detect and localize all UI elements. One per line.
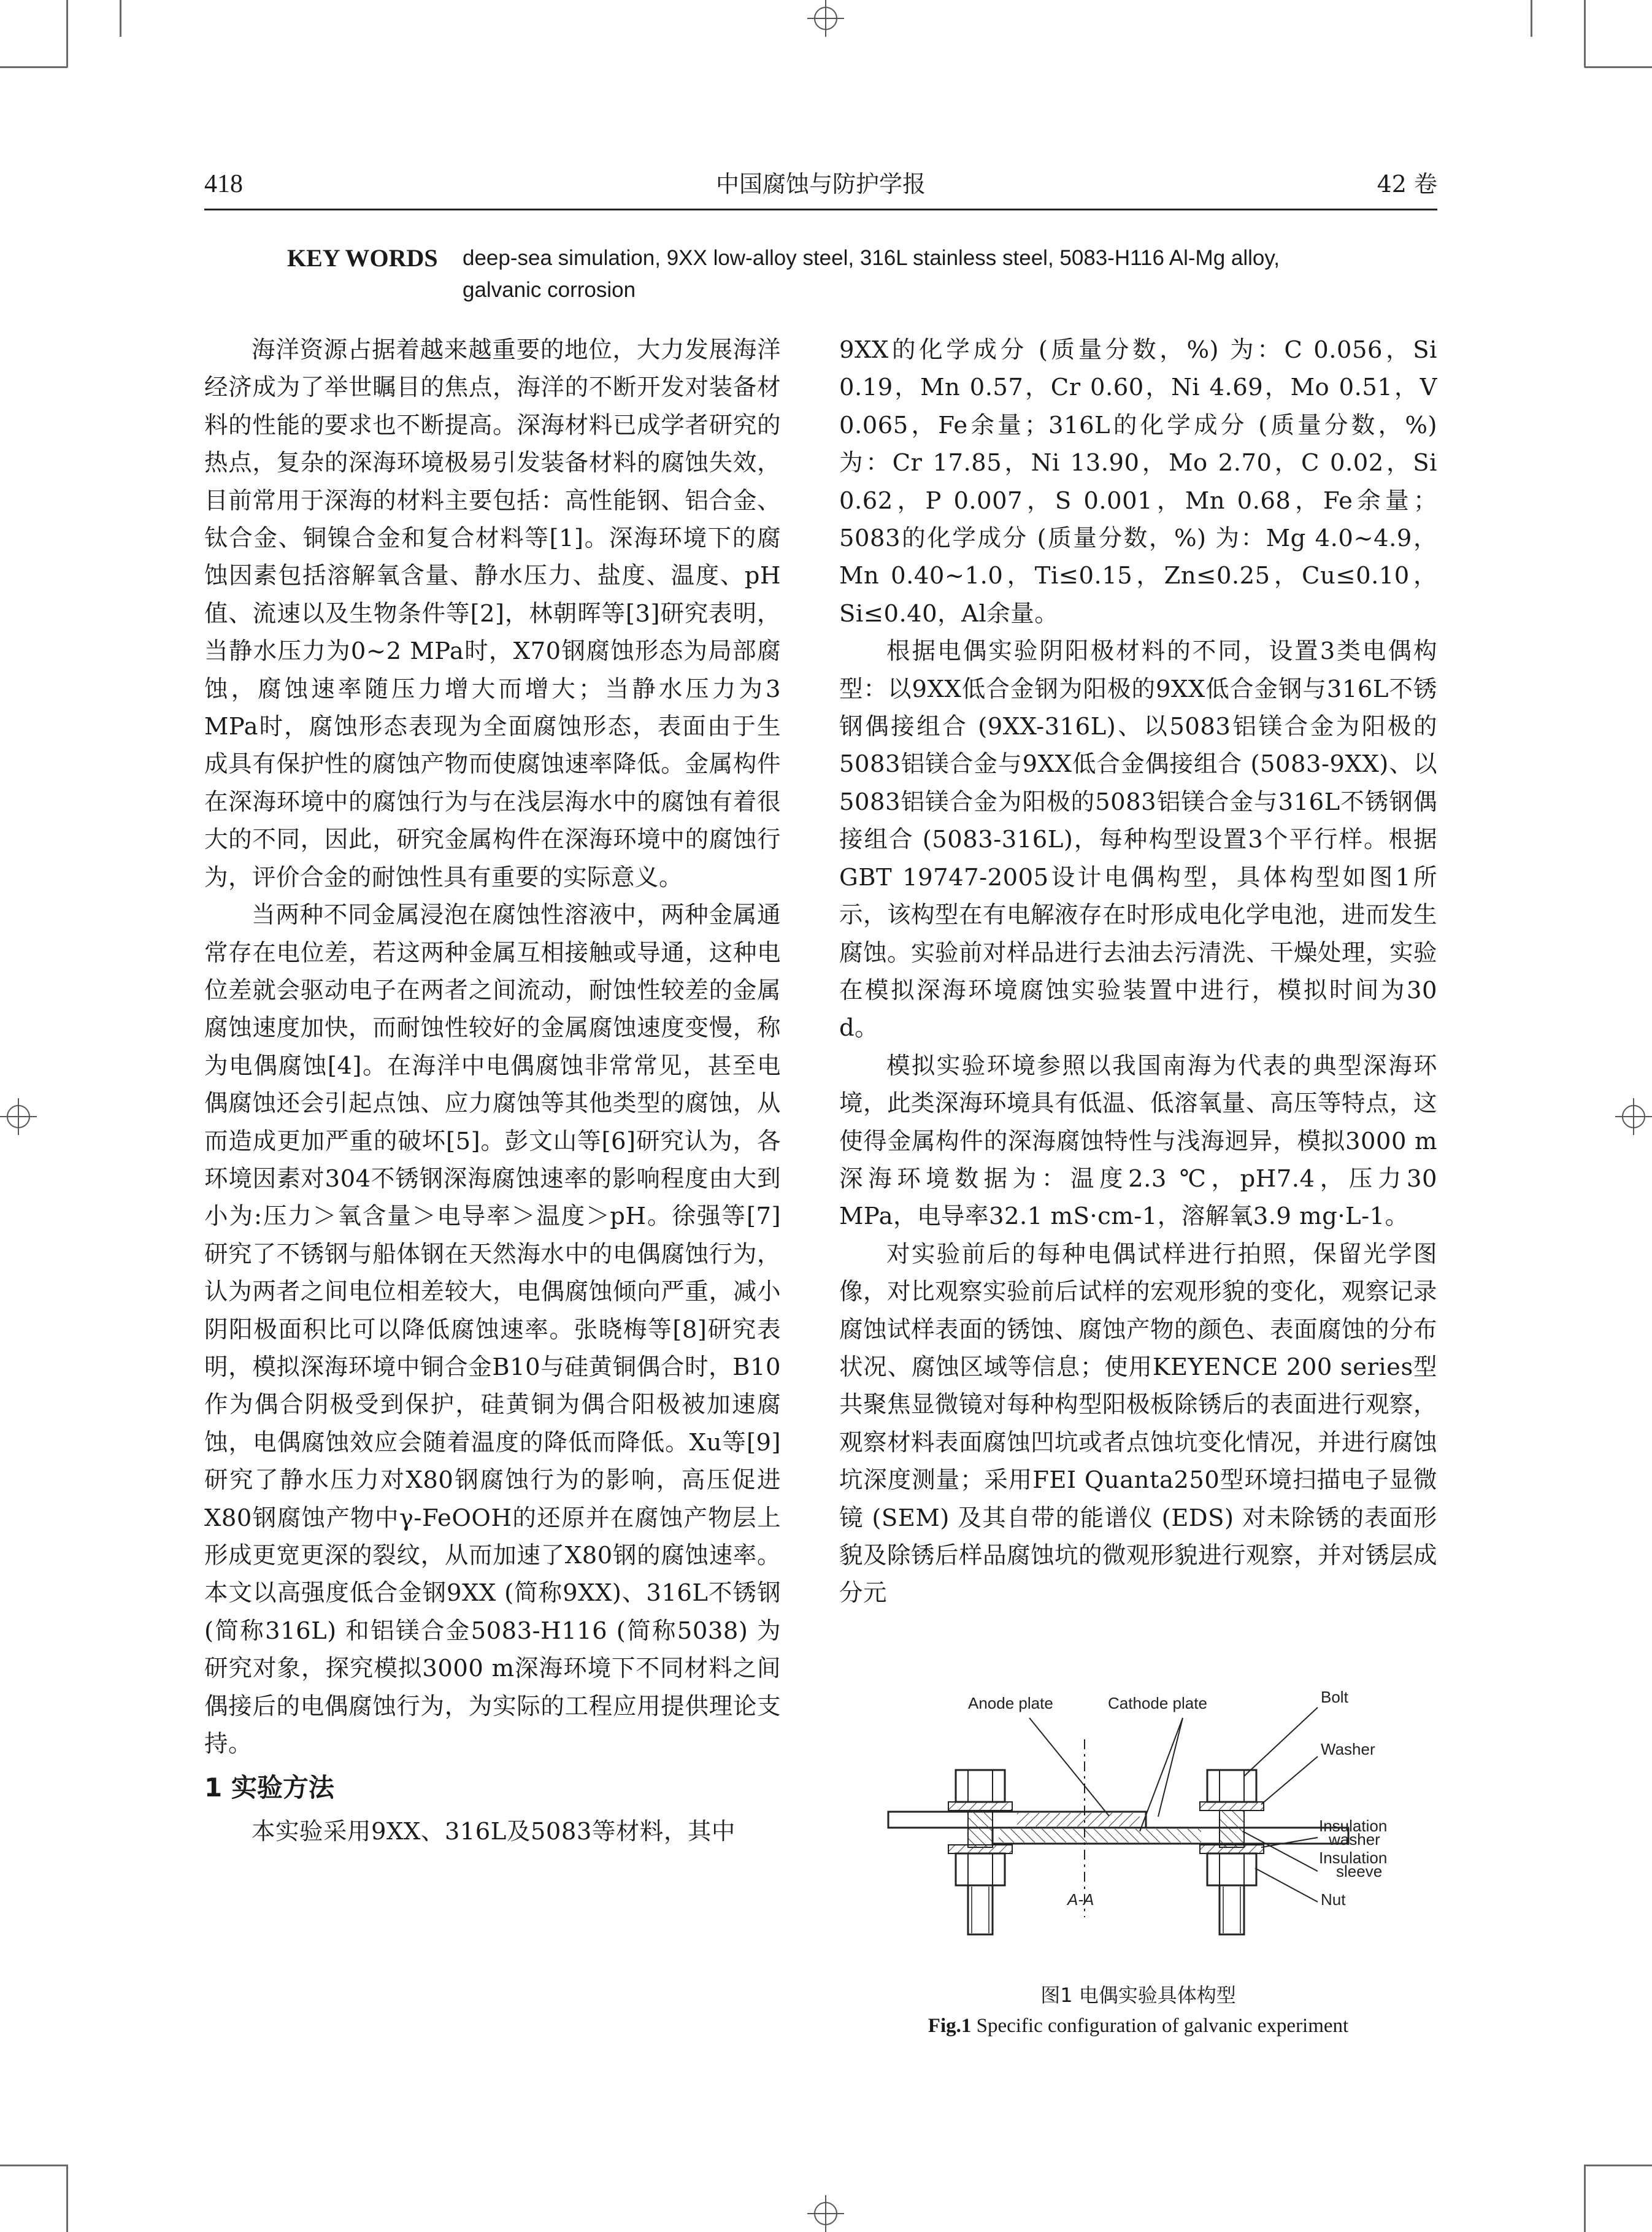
right-column xyxy=(839,331,1437,1612)
keywords-label: KEY WORDS xyxy=(287,244,438,272)
figure-1 xyxy=(839,1684,1437,2077)
registration-mark-right xyxy=(1615,1098,1652,1135)
label-bolt: Bolt xyxy=(1321,1688,1348,1706)
figure-caption-label: Fig.1 xyxy=(928,2015,972,2037)
crop-mark-bottom-right-h xyxy=(1585,2165,1652,2166)
registration-mark-top xyxy=(807,0,844,37)
label-cathode-plate: Cathode plate xyxy=(1108,1694,1207,1712)
label-insulation-sleeve-1: Insulation xyxy=(1319,1849,1388,1867)
crop-mark-top-right-v xyxy=(1584,0,1586,67)
journal-title: 中国腐蚀与防护学报 xyxy=(715,171,926,198)
running-header xyxy=(204,167,1437,201)
label-insulation-washer-1: Insulation xyxy=(1319,1817,1388,1835)
left-bolt-assembly xyxy=(948,1770,1012,1934)
page-number: 418 xyxy=(204,170,243,198)
label-section-aa: A-A xyxy=(1067,1890,1094,1909)
crop-mark-top-left-v xyxy=(66,0,68,67)
registration-mark-bottom xyxy=(807,2195,844,2232)
body-paragraph: 9XX的化学成分 (质量分数，%) 为：C 0.056，Si 0.19，Mn 0.57，Cr 0.60，Ni 4.69，Mo 0.51，V 0.065，Fe余量；316L的化学成分 (质量分数，%) 为：Cr 17.85，Ni 13.90，Mo 2.70，C 0.02，Si 0.62，P 0.007，S 0.001，Mn 0.68，Fe余量；5083的化学成分 (质量分数，%) 为：Mg 4.0~4.9，Mn 0.40~1.0，Ti≤0.15，Zn≤0.25，Cu≤0.10，Si≤0.40，Al余量。 xyxy=(839,336,1437,628)
body-paragraph: 海洋资源占据着越来越重要的地位，大力发展海洋经济成为了举世瞩目的焦点，海洋的不断开发对装备材料的性能的要求也不断提高。深海材料已成学者研究的热点，复杂的深海环境极易引发装备材料的腐蚀失效，目前常用于深海的材料主要包括：高性能钢、铝合金、钛合金、铜镍合金和复合材料等[1]。深海环境下的腐蚀因素包括溶解氧含量、静水压力、盐度、温度、pH值、流速以及生物条件等[2]，林朝晖等[3]研究表明，当静水压力为0~2 MPa时，X70钢腐蚀形态为局部腐蚀，腐蚀速率随压力增大而增大；当静水压力为3 MPa时，腐蚀形态表现为全面腐蚀形态，表面由于生成具有保护性的腐蚀产物而使腐蚀速率降低。金属构件在深海环境中的腐蚀行为与在浅层海水中的腐蚀有着很大的不同，因此，研究金属构件在深海环境中的腐蚀行为，评价合金的耐蚀性具有重要的实际意义。 xyxy=(204,336,781,891)
galvanic-configuration-diagram xyxy=(876,1684,1404,1972)
label-washer: Washer xyxy=(1321,1740,1375,1758)
crop-mark-bottom-right-v xyxy=(1584,2165,1586,2232)
crop-mark-top-left-inner xyxy=(120,0,121,37)
label-nut: Nut xyxy=(1321,1890,1346,1909)
right-bolt-assembly xyxy=(1200,1770,1264,1934)
label-insulation-sleeve-2: sleeve xyxy=(1336,1862,1383,1880)
section-heading: 1 实验方法 xyxy=(204,1772,334,1803)
crop-mark-top-right-inner xyxy=(1531,0,1532,37)
label-insulation-washer-2: washer xyxy=(1329,1830,1380,1849)
body-paragraph: 当两种不同金属浸泡在腐蚀性溶液中，两种金属通常存在电位差，若这两种金属互相接触或导通，这种电位差就会驱动电子在两者之间流动，耐蚀性较差的金属腐蚀速度加快，而耐蚀性较好的金属腐蚀速度变慢，称为电偶腐蚀[4]。在海洋中电偶腐蚀非常常见，甚至电偶腐蚀还会引起点蚀、应力腐蚀等其他类型的腐蚀，从而造成更加严重的破坏[5]。彭文山等[6]研究认为，各环境因素对304不锈钢深海腐蚀速率的影响程度由大到小为:压力＞氧含量＞电导率＞温度＞pH。徐强等[7]研究了不锈钢与船体钢在天然海水中的电偶腐蚀行为，认为两者之间电位相差较大，电偶腐蚀倾向严重，减小阴阳极面积比可以降低腐蚀速率。张晓梅等[8]研究表明，模拟深海环境中铜合金B10与硅黄铜偶合时，B10作为偶合阴极受到保护，硅黄铜为偶合阳极被加速腐蚀，电偶腐蚀效应会随着温度的降低而降低。Xu等[9]研究了静水压力对X80钢腐蚀行为的影响，高压促进X80钢腐蚀产物中γ-FeOOH的还原并在腐蚀产物层上形成更宽更深的裂纹，从而加速了X80钢的腐蚀速率。本文以高强度低合金钢9XX (简称9XX)、316L不锈钢 (简称316L) 和铝镁合金5083-H116 (简称5038) 为研究对象，探究模拟3000 m深海环境下不同材料之间偶接后的电偶腐蚀行为，为实际的工程应用提供理论支持。 xyxy=(204,901,781,1758)
body-paragraph: 本实验采用9XX、316L及5083等材料，其中 xyxy=(252,1818,736,1846)
registration-mark-left xyxy=(0,1098,37,1135)
header-rule xyxy=(204,209,1437,210)
crop-mark-bottom-left-h xyxy=(0,2165,67,2166)
body-paragraph: 模拟实验环境参照以我国南海为代表的典型深海环境，此类深海环境具有低温、低溶氧量、高压等特点，这使得金属构件的深海腐蚀特性与浅海迥异，模拟3000 m深海环境数据为：温度2.3 ℃，pH7.4，压力30 MPa，电导率32.1 mS·cm-1，溶解氧3.9 mg·L-1。 xyxy=(839,1052,1438,1231)
figure-caption-text: Specific configuration of galvanic experiment xyxy=(971,2015,1349,2037)
volume-label: 42 卷 xyxy=(1377,171,1437,198)
figure-caption-english xyxy=(839,2011,1437,2041)
body-paragraph: 根据电偶实验阴阳极材料的不同，设置3类电偶构型：以9XX低合金钢为阳极的9XX低合金钢与316L不锈钢偶接组合 (9XX-316L)、以5083铝镁合金为阳极的5083铝镁合金与9XX低合金偶接组合 (5083-9XX)、以5083铝镁合金为阳极的5083铝镁合金与316L不锈钢偶接组合 (5083-316L)，每种构型设置3个平行样。根据GBT 19747-2005设计电偶构型，具体构型如图1所示，该构型在有电解液存在时形成电化学电池，进而发生腐蚀。实验前对样品进行去油去污清洗、干燥处理，实验在模拟深海环境腐蚀实验装置中进行，模拟时间为30 d。 xyxy=(839,637,1438,1042)
crop-mark-top-left-h xyxy=(0,66,67,68)
body-paragraph: 对实验前后的每种电偶试样进行拍照，保留光学图像，对比观察实验前后试样的宏观形貌的变化，观察记录腐蚀试样表面的锈蚀、腐蚀产物的颜色、表面腐蚀的分布状况、腐蚀区域等信息；使用KEYENCE 200 series型共聚焦显微镜对每种构型阳极板除锈后的表面进行观察，观察材料表面腐蚀凹坑或者点蚀坑变化情况，并进行腐蚀坑深度测量；采用FEI Quanta250型环境扫描电子显微镜 (SEM) 及其自带的能谱仪 (EDS) 对未除锈的表面形貌及除锈后样品腐蚀坑的微观形貌进行观察，并对锈层成分元 xyxy=(839,1240,1438,1607)
left-column xyxy=(204,331,781,1851)
label-anode-plate: Anode plate xyxy=(968,1694,1053,1712)
figure-caption-chinese: 图1 电偶实验具体构型 xyxy=(1040,1984,1236,2007)
crop-mark-top-right-h xyxy=(1585,66,1652,68)
keywords-text: deep-sea simulation, 9XX low-alloy steel, 316L stainless steel, 5083-H116 Al-Mg alloy, galvanic corrosion xyxy=(463,246,1280,302)
crop-mark-bottom-left-v xyxy=(66,2165,68,2232)
